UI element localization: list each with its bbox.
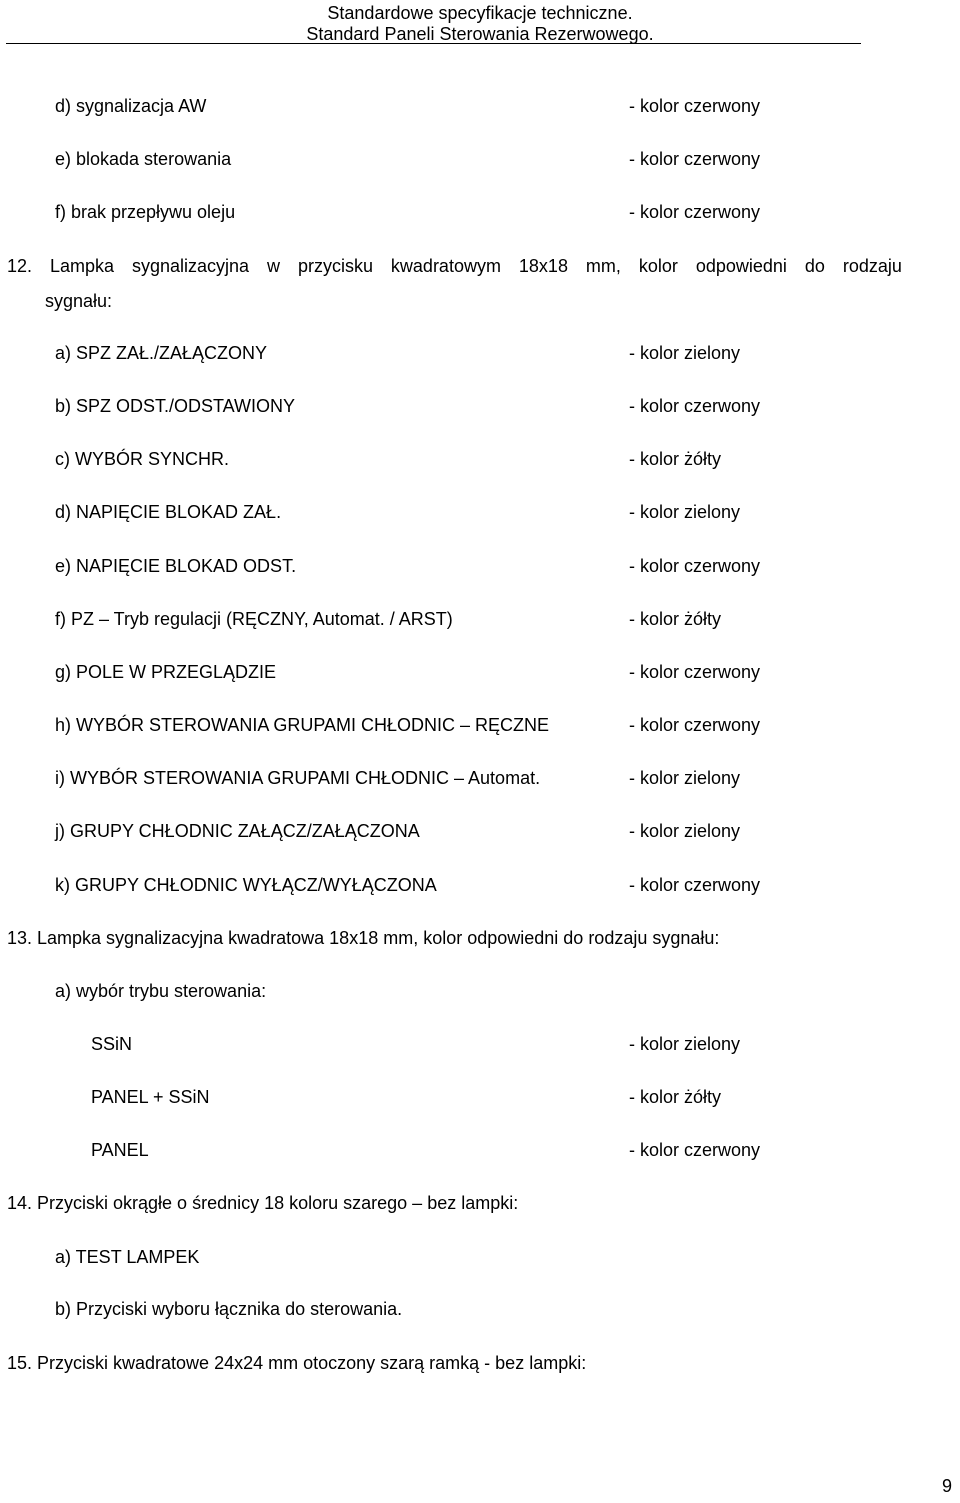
title-word: 18x18 [518,256,568,276]
title-word: kwadratowym [390,256,501,276]
mode-color: - kolor żółty [629,1087,722,1107]
page-number: 9 [941,1476,952,1496]
title-word: przycisku [297,256,373,276]
header-divider [6,43,861,44]
list-item-color: - kolor czerwony [629,875,761,895]
list-item-color: - kolor czerwony [629,96,761,116]
list-item-label: a) SPZ ZAŁ./ZAŁĄCZONY [55,343,268,363]
title-word: sygnalizacyjna [131,256,250,276]
item-15-title: 15. Przyciski kwadratowe 24x24 mm otoczony szarą ramką - bez lampki: [7,1353,587,1373]
header-line-1: Standardowe specyfikacje techniczne. [327,3,633,23]
item-12-title [7,255,902,277]
list-item-color: - kolor czerwony [629,556,761,576]
list-item-label: c) WYBÓR SYNCHR. [55,449,230,469]
list-item-color: - kolor zielony [629,768,741,788]
mode-label: SSiN [91,1034,133,1054]
header-line-2: Standard Paneli Sterowania Rezerwowego. [306,24,654,44]
title-word: do [804,256,825,276]
list-item-color: - kolor czerwony [629,715,761,735]
list-item-label: b) Przyciski wyboru łącznika do sterowania. [55,1299,403,1319]
title-word: 12. [7,256,33,276]
mode-color: - kolor zielony [629,1034,741,1054]
list-item-label: i) WYBÓR STEROWANIA GRUPAMI CHŁODNIC – Automat. [55,768,541,788]
mode-color: - kolor czerwony [629,1140,761,1160]
list-item-label: e) blokada sterowania [55,149,232,169]
title-word: w [267,256,280,276]
list-item-label: j) GRUPY CHŁODNIC ZAŁĄCZ/ZAŁĄCZONA [55,821,420,841]
mode-label: PANEL [91,1140,149,1160]
title-word: mm, [585,256,621,276]
list-item-color: - kolor żółty [629,449,722,469]
item-12-title-cont: sygnału: [45,291,113,311]
list-item-label: h) WYBÓR STEROWANIA GRUPAMI CHŁODNIC – RĘCZNE [55,715,550,735]
list-item-label: f) PZ – Tryb regulacji (RĘCZNY, Automat. / ARST) [55,609,453,629]
list-item-label: b) SPZ ODST./ODSTAWIONY [55,396,296,416]
list-item-color: - kolor czerwony [629,149,761,169]
list-item-color: - kolor zielony [629,343,741,363]
list-item-label: d) sygnalizacja AW [55,96,207,116]
list-item-label: k) GRUPY CHŁODNIC WYŁĄCZ/WYŁĄCZONA [55,875,437,895]
list-item-label: g) POLE W PRZEGLĄDZIE [55,662,277,682]
list-item-color: - kolor zielony [629,821,741,841]
list-item-label: a) TEST LAMPEK [55,1247,200,1267]
list-item-color: - kolor czerwony [629,396,761,416]
list-item-color: - kolor czerwony [629,662,761,682]
list-item-label: e) NAPIĘCIE BLOKAD ODST. [55,556,297,576]
title-word: kolor [638,256,678,276]
item-14-title: 14. Przyciski okrągłe o średnicy 18 koloru szarego – bez lampki: [7,1193,519,1213]
list-item-color: - kolor zielony [629,502,741,522]
list-item-label: d) NAPIĘCIE BLOKAD ZAŁ. [55,502,282,522]
list-item-color: - kolor czerwony [629,202,761,222]
item-13-title: 13. Lampka sygnalizacyjna kwadratowa 18x18 mm, kolor odpowiedni do rodzaju sygnału: [7,928,720,948]
mode-label: PANEL + SSiN [91,1087,210,1107]
list-item-label: f) brak przepływu oleju [55,202,236,222]
title-word: Lampka [49,256,115,276]
item-13-subheading: a) wybór trybu sterowania: [55,981,267,1001]
list-item-color: - kolor żółty [629,609,722,629]
header-title [0,3,960,45]
title-word: odpowiedni [695,256,787,276]
title-word: rodzaju [842,256,902,276]
